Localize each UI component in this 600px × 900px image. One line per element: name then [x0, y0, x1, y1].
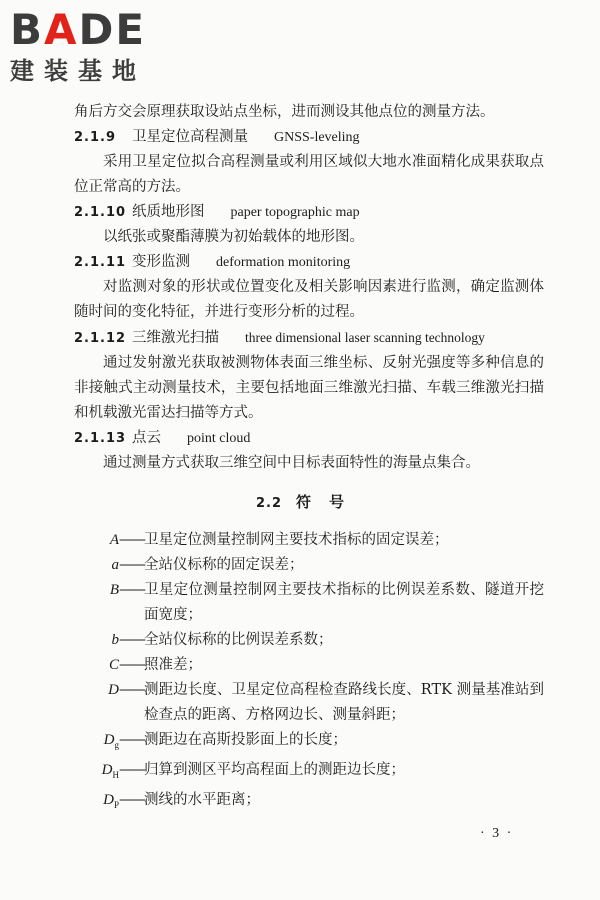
page-content: [74, 100, 544, 818]
term-heading: 2.1.12 三维激光扫描 three dimensional laser scanning technology: [74, 330, 485, 346]
term-heading: 2.1.9 卫星定位高程测量 GNSS-leveling: [74, 129, 360, 145]
symbol-variable: C: [108, 657, 119, 673]
symbol-entry: $D_P——$ 测线的水平距离；: [74, 788, 544, 818]
symbol-description: 测距边在高斯投影面上的长度；: [144, 732, 347, 748]
section-heading: 2.2 符号: [255, 493, 363, 511]
logo-wordmark: BADE: [10, 5, 147, 54]
symbol-variable: b: [111, 632, 119, 648]
symbol-description: 卫星定位测量控制网主要技术指标的比例误差系数、隧道开挖面宽度；: [144, 582, 544, 623]
symbol-variable: B: [109, 582, 119, 598]
term-heading: 2.1.13 点云 point cloud: [74, 430, 251, 446]
continuation-text: 角后方交会原理获取设站点坐标，进而测设其他点位的测量方法。: [74, 104, 495, 120]
symbol-variable: $D_g$: [103, 732, 119, 750]
symbol-description: 测线的水平距离；: [144, 792, 260, 808]
symbol-entry: A—— 卫星定位测量控制网主要技术指标的固定误差；: [74, 528, 544, 553]
symbol-description: 全站仪标称的固定误差；: [144, 557, 304, 573]
term-heading: 2.1.10 纸质地形图 paper topographic map: [74, 204, 360, 220]
symbol-variable: a: [111, 557, 119, 573]
term-definition: 通过发射激光获取被测物体表面三维坐标、反射光强度等多种信息的非接触式主动测量技术，主要包括地面三维激光扫描、车载三维激光扫描和机载激光雷达扫描等方式。: [74, 355, 544, 421]
symbol-variable: D: [108, 682, 119, 698]
term-definition: 以纸张或聚酯薄膜为初始载体的地形图。: [103, 229, 364, 245]
symbol-description: 归算到测区平均高程面上的测距边长度；: [144, 762, 405, 778]
symbol-entry: D—— 测距边长度、卫星定位高程检查路线长度、RTK 测量基准站到检查点的距离、方格网边长、测量斜距；: [74, 678, 544, 728]
symbol-variable: $D_H$: [101, 762, 119, 780]
symbol-entry: $D_H——$ 归算到测区平均高程面上的测距边长度；: [74, 758, 544, 788]
symbol-description: 全站仪标称的比例误差系数；: [144, 632, 333, 648]
symbol-variable: A: [109, 532, 119, 548]
symbol-entry: B—— 卫星定位测量控制网主要技术指标的比例误差系数、隧道开挖面宽度；: [74, 578, 544, 628]
term-heading: 2.1.11 变形监测 deformation monitoring: [74, 254, 351, 270]
symbol-description: 卫星定位测量控制网主要技术指标的固定误差；: [144, 532, 449, 548]
term-definition: 通过测量方式获取三维空间中目标表面特性的海量点集合。: [103, 455, 480, 471]
symbol-entry: $D_g——$ 测距边在高斯投影面上的长度；: [74, 728, 544, 758]
logo-subtitle: 建装基地: [10, 57, 146, 85]
symbol-description: 测距边长度、卫星定位高程检查路线长度、RTK 测量基准站到检查点的距离、方格网边长、测量斜距；: [144, 682, 544, 723]
symbol-entry: b—— 全站仪标称的比例误差系数；: [74, 628, 544, 653]
logo: [10, 6, 180, 86]
symbol-variable: $D_P$: [103, 792, 119, 810]
symbol-entry: a—— 全站仪标称的固定误差；: [74, 553, 544, 578]
term-definition: 采用卫星定位拟合高程测量或利用区域似大地水准面精化成果获取点位正常高的方法。: [74, 154, 544, 195]
symbol-entry: C—— 照准差；: [74, 653, 544, 678]
symbol-description: 照准差；: [144, 657, 202, 673]
term-definition: 对监测对象的形状或位置变化及相关影响因素进行监测，确定监测体随时间的变化特征，并进行变形分析的过程。: [74, 279, 544, 320]
page-number: · 3 ·: [480, 826, 514, 841]
